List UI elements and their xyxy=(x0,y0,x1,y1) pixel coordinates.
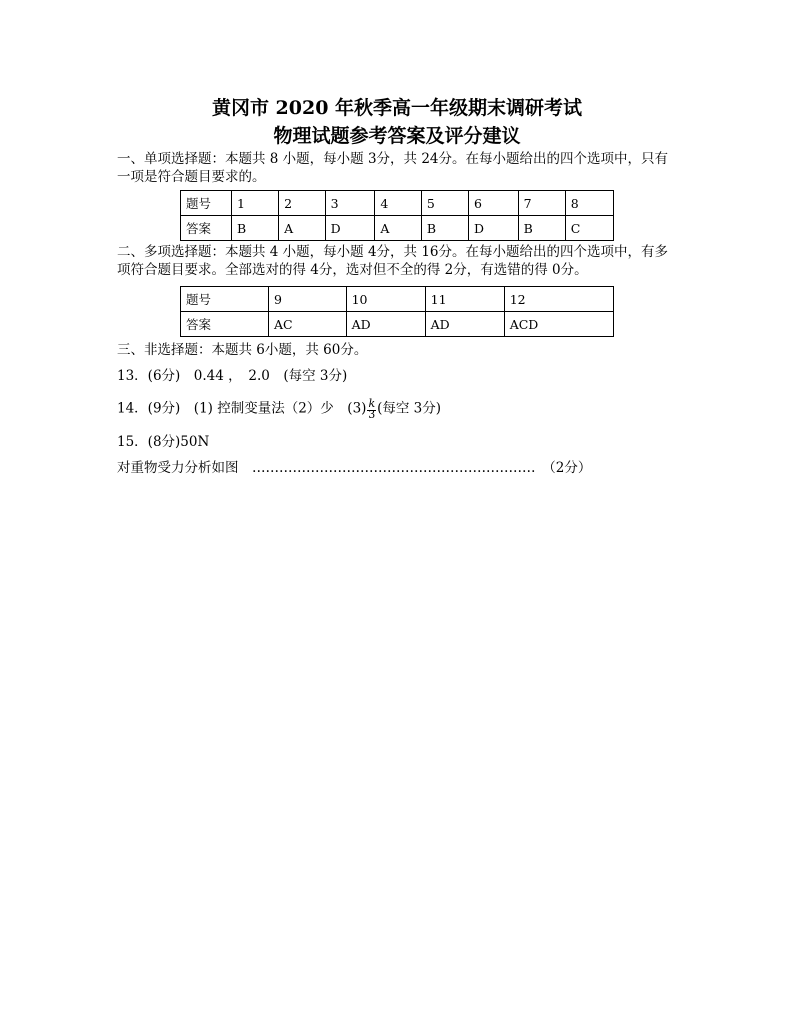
answer-cell: AD xyxy=(425,312,504,337)
document-title: 黄冈市 2020 年秋季高一年级期末调研考试 xyxy=(211,97,583,119)
section3-intro: 三、非选择题：本题共 6小题，共 60分。 xyxy=(117,342,368,358)
question-number: 2 xyxy=(279,191,326,216)
question-number: 12 xyxy=(504,287,613,312)
question-number: 3 xyxy=(325,191,375,216)
question-15-answer: 15．(8分)50N xyxy=(117,434,210,450)
document-subtitle: 物理试题参考答案及评分建议 xyxy=(273,125,521,147)
answer-cell: B xyxy=(518,216,565,241)
row-label: 答案 xyxy=(181,216,232,241)
question-number: 8 xyxy=(565,191,613,216)
answer-cell: B xyxy=(232,216,279,241)
question-15-note: 对重物受力分析如图 ……………………………………………………… （2分） xyxy=(117,460,592,476)
fraction-denominator: 3 xyxy=(368,408,376,421)
answer-cell: C xyxy=(565,216,613,241)
question-number: 4 xyxy=(375,191,422,216)
table-row xyxy=(181,191,614,216)
answer-cell: A xyxy=(375,216,422,241)
question-number: 11 xyxy=(425,287,504,312)
question-number: 7 xyxy=(518,191,565,216)
question-14-answer xyxy=(117,398,441,420)
table-row xyxy=(181,312,614,337)
section2-intro: 二、多项选择题：本题共 4 小题，每小题 4分，共 16分。在每小题给出的四个选项中，有多项符合题目要求。全部选对的得 4分，选对但不全的得 2分，有选错的得 0分。 xyxy=(117,244,669,278)
question-number: 10 xyxy=(346,287,425,312)
answer-cell: AD xyxy=(346,312,425,337)
question-number: 9 xyxy=(269,287,347,312)
row-label: 题号 xyxy=(181,287,269,312)
question-14-suffix: (每空 3分) xyxy=(377,400,442,417)
answer-cell: ACD xyxy=(504,312,613,337)
table-row xyxy=(181,287,614,312)
answer-cell: B xyxy=(421,216,468,241)
row-label: 题号 xyxy=(181,191,232,216)
fraction xyxy=(367,398,376,420)
multiple-choice-answer-table xyxy=(180,286,614,337)
question-number: 5 xyxy=(421,191,468,216)
row-label: 答案 xyxy=(181,312,269,337)
question-14-prefix: 14．(9分) (1) 控制变量法（2）少 (3) xyxy=(117,400,367,417)
answer-cell: D xyxy=(468,216,518,241)
answer-cell: D xyxy=(325,216,375,241)
question-number: 6 xyxy=(468,191,518,216)
answer-cell: AC xyxy=(269,312,347,337)
section1-intro: 一、单项选择题：本题共 8 小题，每小题 3分，共 24分。在每小题给出的四个选项中，只有一项是符合题目要求的。 xyxy=(117,151,669,185)
fraction-numerator: k xyxy=(368,397,376,410)
single-choice-answer-table xyxy=(180,190,614,241)
answer-cell: A xyxy=(279,216,326,241)
question-number: 1 xyxy=(232,191,279,216)
question-13-answer: 13．(6分) 0.44 ， 2.0 (每空 3分) xyxy=(117,368,348,384)
table-row xyxy=(181,216,614,241)
